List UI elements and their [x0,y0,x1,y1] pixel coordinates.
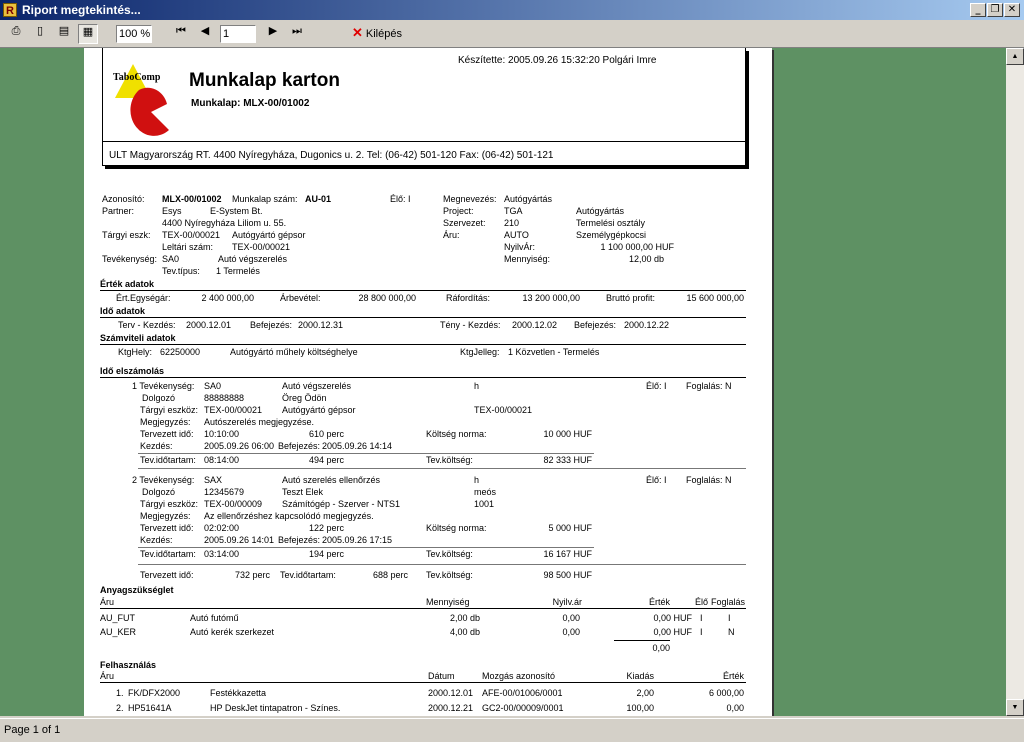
e2-dolgozo-code: 12345679 [204,487,245,497]
page-status: Page 1 of 1 [4,724,61,736]
felh-row-ertek: 0,00 [726,703,744,713]
e2-tev-idotartam-perc: 194 perc [308,549,344,559]
e2-tevekenyseg-code: SAX [204,475,223,485]
divider [138,564,746,565]
report-subtitle: Munkalap: MLX-00/01002 [191,98,310,109]
e2-h: h [474,475,480,485]
anyag-row-price: 0,00 [562,613,580,623]
anyag-col-nyilvar: Nyilv.ár [552,597,582,607]
felh-row-kiadas: 2,00 [636,688,654,698]
e2-kezdes: 2005.09.26 14:01 [204,535,275,545]
total-tev-koltseg-label: Tev.költség: [426,570,473,580]
felh-row-mozgas: GC2-00/00009/0001 [482,703,564,713]
e1-kezdes-label: Kezdés: [140,441,173,451]
section-ido-header: Idő adatok [100,306,146,316]
last-page-icon[interactable]: ⏭ [292,24,302,37]
anyag-row-value: 0,00 HUF [653,613,692,623]
e1-targyi-label: Tárgyi eszköz: [140,405,199,415]
value-partner-address: 4400 Nyíregyháza Liliom u. 55. [162,218,287,228]
label-nyilvar: NyilvÁr: [504,242,535,252]
label-ktgjelleg: KtgJelleg: [460,347,500,357]
felh-col-kiadas: Kiadás [626,671,654,681]
divider [614,640,670,641]
section-felhasznalas-header: Felhasználás [100,660,157,670]
anyag-row-qty: 2,00 db [449,613,480,623]
e2-tev-idotartam: 03:14:00 [204,549,240,559]
divider [100,608,746,609]
e1-tev-idotartam-label: Tev.időtartam: [140,455,196,465]
label-terv-kezdes: Terv - Kezdés: [118,320,176,330]
company-logo [111,60,177,140]
total-tev-koltseg: 98 500 HUF [543,570,592,580]
label-arbevetel: Árbevétel: [280,293,321,303]
value-arbevetel: 28 800 000,00 [358,293,416,303]
e1-tevekenyseg-label: 1 Tevékenység: [132,381,195,391]
e2-koltseg-norma-label: Költség norma: [426,523,487,533]
total-tev-idotartam: 688 perc [372,570,408,580]
value-targyi-eszk-name: Autógyártó gépsor [232,230,306,240]
anyag-col-aru: Áru [100,597,115,607]
value-project: TGA [504,206,523,216]
report-title: Munkalap karton [189,70,340,91]
anyag-row-value: 0,00 HUF [653,627,692,637]
close-window-button[interactable]: ✕ [1004,3,1020,17]
divider [100,344,746,345]
e2-kezdes-label: Kezdés: [140,535,173,545]
prev-page-icon[interactable]: ◀ [200,24,210,37]
label-partner: Partner: [102,206,135,216]
e1-tev-koltseg: 82 333 HUF [543,455,592,465]
minimize-button[interactable]: _ [970,3,986,17]
label-szervezet: Szervezet: [443,218,486,228]
e1-dolgozo-name: Öreg Ödön [282,393,327,403]
label-ert-egysegar: Ért.Egységár: [116,293,171,303]
e2-megjegyzes: Az ellenőrzéshez kapcsolódó megjegyzés. [204,511,374,521]
full-page-icon[interactable]: ▦ [78,24,98,44]
e2-tervezett-perc: 122 perc [308,523,344,533]
e1-tev-koltseg-label: Tev.költség: [426,455,473,465]
anyag-row-qty: 4,00 db [449,627,480,637]
value-rafordítas: 13 200 000,00 [522,293,580,303]
total-tervezett-label: Tervezett idő: [140,570,194,580]
value-ktghely-name: Autógyártó műhely költséghelye [230,347,358,357]
e1-tevekenyseg-name: Autó végszerelés [282,381,352,391]
anyag-row-name: Autó kerék szerkezet [190,627,275,637]
divider [138,547,594,548]
anyag-row-code: AU_KER [100,627,137,637]
value-mennyiseg: 12,00 db [628,254,664,264]
e1-kezdes: 2005.09.26 06:00 [204,441,275,451]
e2-targyi-name: Számítógép - Szerver - NTS1 [282,499,401,509]
value-szervezet-name: Termelési osztály [576,218,646,228]
felh-col-aru: Áru [100,671,115,681]
value-munkalap-szam: AU-01 [305,194,332,204]
e2-tev-idotartam-label: Tev.időtartam: [140,549,196,559]
anyag-total: 0,00 [652,643,670,653]
status-bar [0,718,1024,742]
e1-tevekenyseg-code: SA0 [204,381,222,391]
e1-tev-idotartam: 08:14:00 [204,455,240,465]
label-targyi-eszk: Tárgyi eszk: [102,230,151,240]
e2-koltseg-norma: 5 000 HUF [548,523,592,533]
total-tev-idotartam-label: Tev.időtartam: [280,570,336,580]
e2-dolgozo-label: Dolgozó [142,487,176,497]
report-header-box [102,48,746,166]
e1-foglalas: Foglalás: N [686,381,732,391]
value-azonosito: MLX-00/01002 [162,194,222,204]
e1-koltseg-norma: 10 000 HUF [543,429,592,439]
e1-tervezett-label: Tervezett idő: [140,429,194,439]
section-ertek-header: Érték adatok [100,279,155,289]
felh-row-kiadas: 100,00 [626,703,654,713]
total-tervezett: 732 perc [234,570,270,580]
e2-befejezes-label: Befejezés: [278,535,321,545]
value-aru-name: Személygépkocsi [576,230,647,240]
felh-row-date: 2000.12.21 [428,703,474,713]
label-leltari-szam: Leltári szám: [162,242,214,252]
exit-button[interactable]: ✕ Kilépés [352,25,402,40]
value-project-name: Autógyártás [576,206,625,216]
divider [100,682,746,683]
value-terv-befejezes: 2000.12.31 [298,320,344,330]
value-teny-befejezes: 2000.12.22 [624,320,670,330]
e1-befejezes: 2005.09.26 14:14 [322,441,393,451]
label-mennyiseg: Mennyiség: [504,254,551,264]
zoom-input[interactable]: 100 % [116,25,152,43]
label-project: Project: [443,206,474,216]
print-icon[interactable]: ⎙ [11,24,21,37]
value-tevekenyseg: SA0 [162,254,180,264]
value-targyi-eszk: TEX-00/00021 [162,230,221,240]
anyag-col-foglalas: Foglalás [711,597,746,607]
anyag-row-elo: I [700,613,703,623]
app-icon: R [3,3,17,17]
felh-col-datum: Dátum [428,671,455,681]
value-partner-name: E-System Bt. [210,206,263,216]
e2-befejezes: 2005.09.26 17:15 [322,535,393,545]
label-azonosito: Azonosító: [102,194,145,204]
vertical-scrollbar[interactable] [1006,48,1024,716]
felh-row-no: 2. [116,703,124,713]
e2-tevekenyseg-name: Autó szerelés ellenőrzés [282,475,381,485]
company-line: ULT Magyarország RT. 4400 Nyíregyháza, Dugonics u. 2. Tel: (06-42) 501-120 Fax: (06-42) 501-121 [109,150,554,161]
e2-tev-koltseg-label: Tev.költség: [426,549,473,559]
e2-targyi-code2: 1001 [474,499,495,509]
anyag-col-mennyiseg: Mennyiség [426,597,470,607]
e2-tervezett-ido: 02:02:00 [204,523,240,533]
e1-elo: Élő: I [646,381,667,391]
scroll-up-icon[interactable]: ▲ [1006,48,1024,65]
value-aru: AUTO [504,230,529,240]
e2-dolgozo-role: meós [474,487,497,497]
e1-megjegyzes-label: Megjegyzés: [140,417,191,427]
value-ktgjelleg: 1 Közvetlen - Termelés [508,347,600,357]
label-tevekenyseg: Tevékenység: [102,254,158,264]
e1-megjegyzes: Autószerelés megjegyzése. [204,417,315,427]
e1-targyi-name: Autógyártó gépsor [282,405,356,415]
felh-row-name: HP DeskJet tintapatron - Színes. [210,703,341,713]
e2-megjegyzes-label: Megjegyzés: [140,511,191,521]
section-anyagszukseglet-header: Anyagszükséglet [100,585,174,595]
label-brutto-profit: Bruttó profit: [606,293,656,303]
divider [100,290,746,291]
e2-elo: Élő: I [646,475,667,485]
divider [100,377,746,378]
anyag-row-foglalas: N [728,627,735,637]
value-ktghely: 62250000 [160,347,201,357]
e1-h: h [474,381,480,391]
close-x-icon: ✕ [352,25,363,40]
anyag-row-foglalas: I [728,613,731,623]
e1-dolgozo-code: 88888888 [204,393,245,403]
page-width-icon[interactable]: ▤ [58,24,70,37]
divider [100,317,746,318]
divider [138,453,594,454]
next-page-icon[interactable]: ▶ [268,24,278,37]
e2-dolgozo-name: Teszt Elek [282,487,324,497]
e1-tev-idotartam-perc: 494 perc [308,455,344,465]
value-partner-code: Esys [162,206,182,216]
felh-row-code: HP51641A [128,703,172,713]
restore-button[interactable]: ❐ [987,3,1003,17]
e2-tervezett-label: Tervezett idő: [140,523,194,533]
e1-targyi-code2: TEX-00/00021 [474,405,533,415]
felh-row-no: 1. [116,688,124,698]
value-brutto-profit: 15 600 000,00 [686,293,744,303]
e1-targyi-code: TEX-00/00021 [204,405,263,415]
e2-targyi-label: Tárgyi eszköz: [140,499,199,509]
label-teny-kezdes: Tény - Kezdés: [440,320,501,330]
felh-row-mozgas: AFE-00/01006/0001 [482,688,563,698]
one-page-icon[interactable]: ▯ [36,24,44,37]
scroll-down-icon[interactable]: ▼ [1006,699,1024,716]
e1-tervezett-ido: 10:10:00 [204,429,240,439]
toolbar [0,20,1024,48]
label-teny-befejezes: Befejezés: [574,320,617,330]
value-teny-kezdes: 2000.12.02 [512,320,558,330]
section-ido-elszamolas-header: Idő elszámolás [100,366,165,376]
felh-row-date: 2000.12.01 [428,688,474,698]
value-ert-egysegar: 2 400 000,00 [201,293,254,303]
label-tev-tipus: Tev.típus: [162,266,200,276]
e1-tervezett-perc: 610 perc [308,429,344,439]
value-megnevezes: Autógyártás [504,194,553,204]
value-szervezet: 210 [504,218,520,228]
label-ktghely: KtgHely: [118,347,153,357]
anyag-row-elo: I [700,627,703,637]
section-szamviteli-header: Számviteli adatok [100,333,176,343]
felh-row-name: Festékkazetta [210,688,267,698]
value-elo: I [408,194,411,204]
e1-dolgozo-label: Dolgozó [142,393,176,403]
value-nyilvar: 1 100 000,00 HUF [600,242,674,252]
felh-col-mozgas: Mozgás azonosító [482,671,556,681]
label-aru: Áru: [443,230,460,240]
divider [138,468,746,469]
report-viewport[interactable] [0,48,1006,716]
label-rafordítas: Ráfordítás: [446,293,491,303]
e2-targyi-code: TEX-00/00009 [204,499,263,509]
label-terv-befejezes: Befejezés: [250,320,293,330]
e2-tevekenyseg-label: 2 Tevékenység: [132,475,195,485]
value-leltari-szam: TEX-00/00021 [232,242,291,252]
anyag-col-ertek: Érték [648,597,670,607]
felh-row-ertek: 6 000,00 [708,688,744,698]
e2-tev-koltseg: 16 167 HUF [543,549,592,559]
e1-befejezes-label: Befejezés: [278,441,321,451]
label-elo: Élő: [390,194,406,204]
e1-koltseg-norma-label: Költség norma: [426,429,487,439]
value-tev-tipus: 1 Termelés [216,266,260,276]
felh-row-code: FK/DFX2000 [128,688,181,698]
title-bar [0,0,1024,20]
anyag-col-elo: Élő [695,597,709,607]
felh-col-ertek: Érték [722,671,744,681]
anyag-row-name: Autó futómű [190,613,239,623]
window-title: Riport megtekintés... [22,3,141,17]
report-page [84,48,772,716]
value-terv-kezdes: 2000.12.01 [186,320,232,330]
e2-foglalas: Foglalás: N [686,475,732,485]
header-separator [103,141,745,142]
logo-text: TaboComp [113,72,161,83]
label-megnevezes: Megnevezés: [443,194,497,204]
value-tevekenyseg-name: Autó végszerelés [218,254,288,264]
label-munkalap-szam: Munkalap szám: [232,194,298,204]
page-number-input[interactable]: 1 [220,25,256,43]
anyag-row-code: AU_FUT [100,613,136,623]
first-page-icon[interactable]: ⏮ [176,24,186,37]
created-by: Készítette: 2005.09.26 15:32:20 Polgári Imre [458,55,657,66]
anyag-row-price: 0,00 [562,627,580,637]
